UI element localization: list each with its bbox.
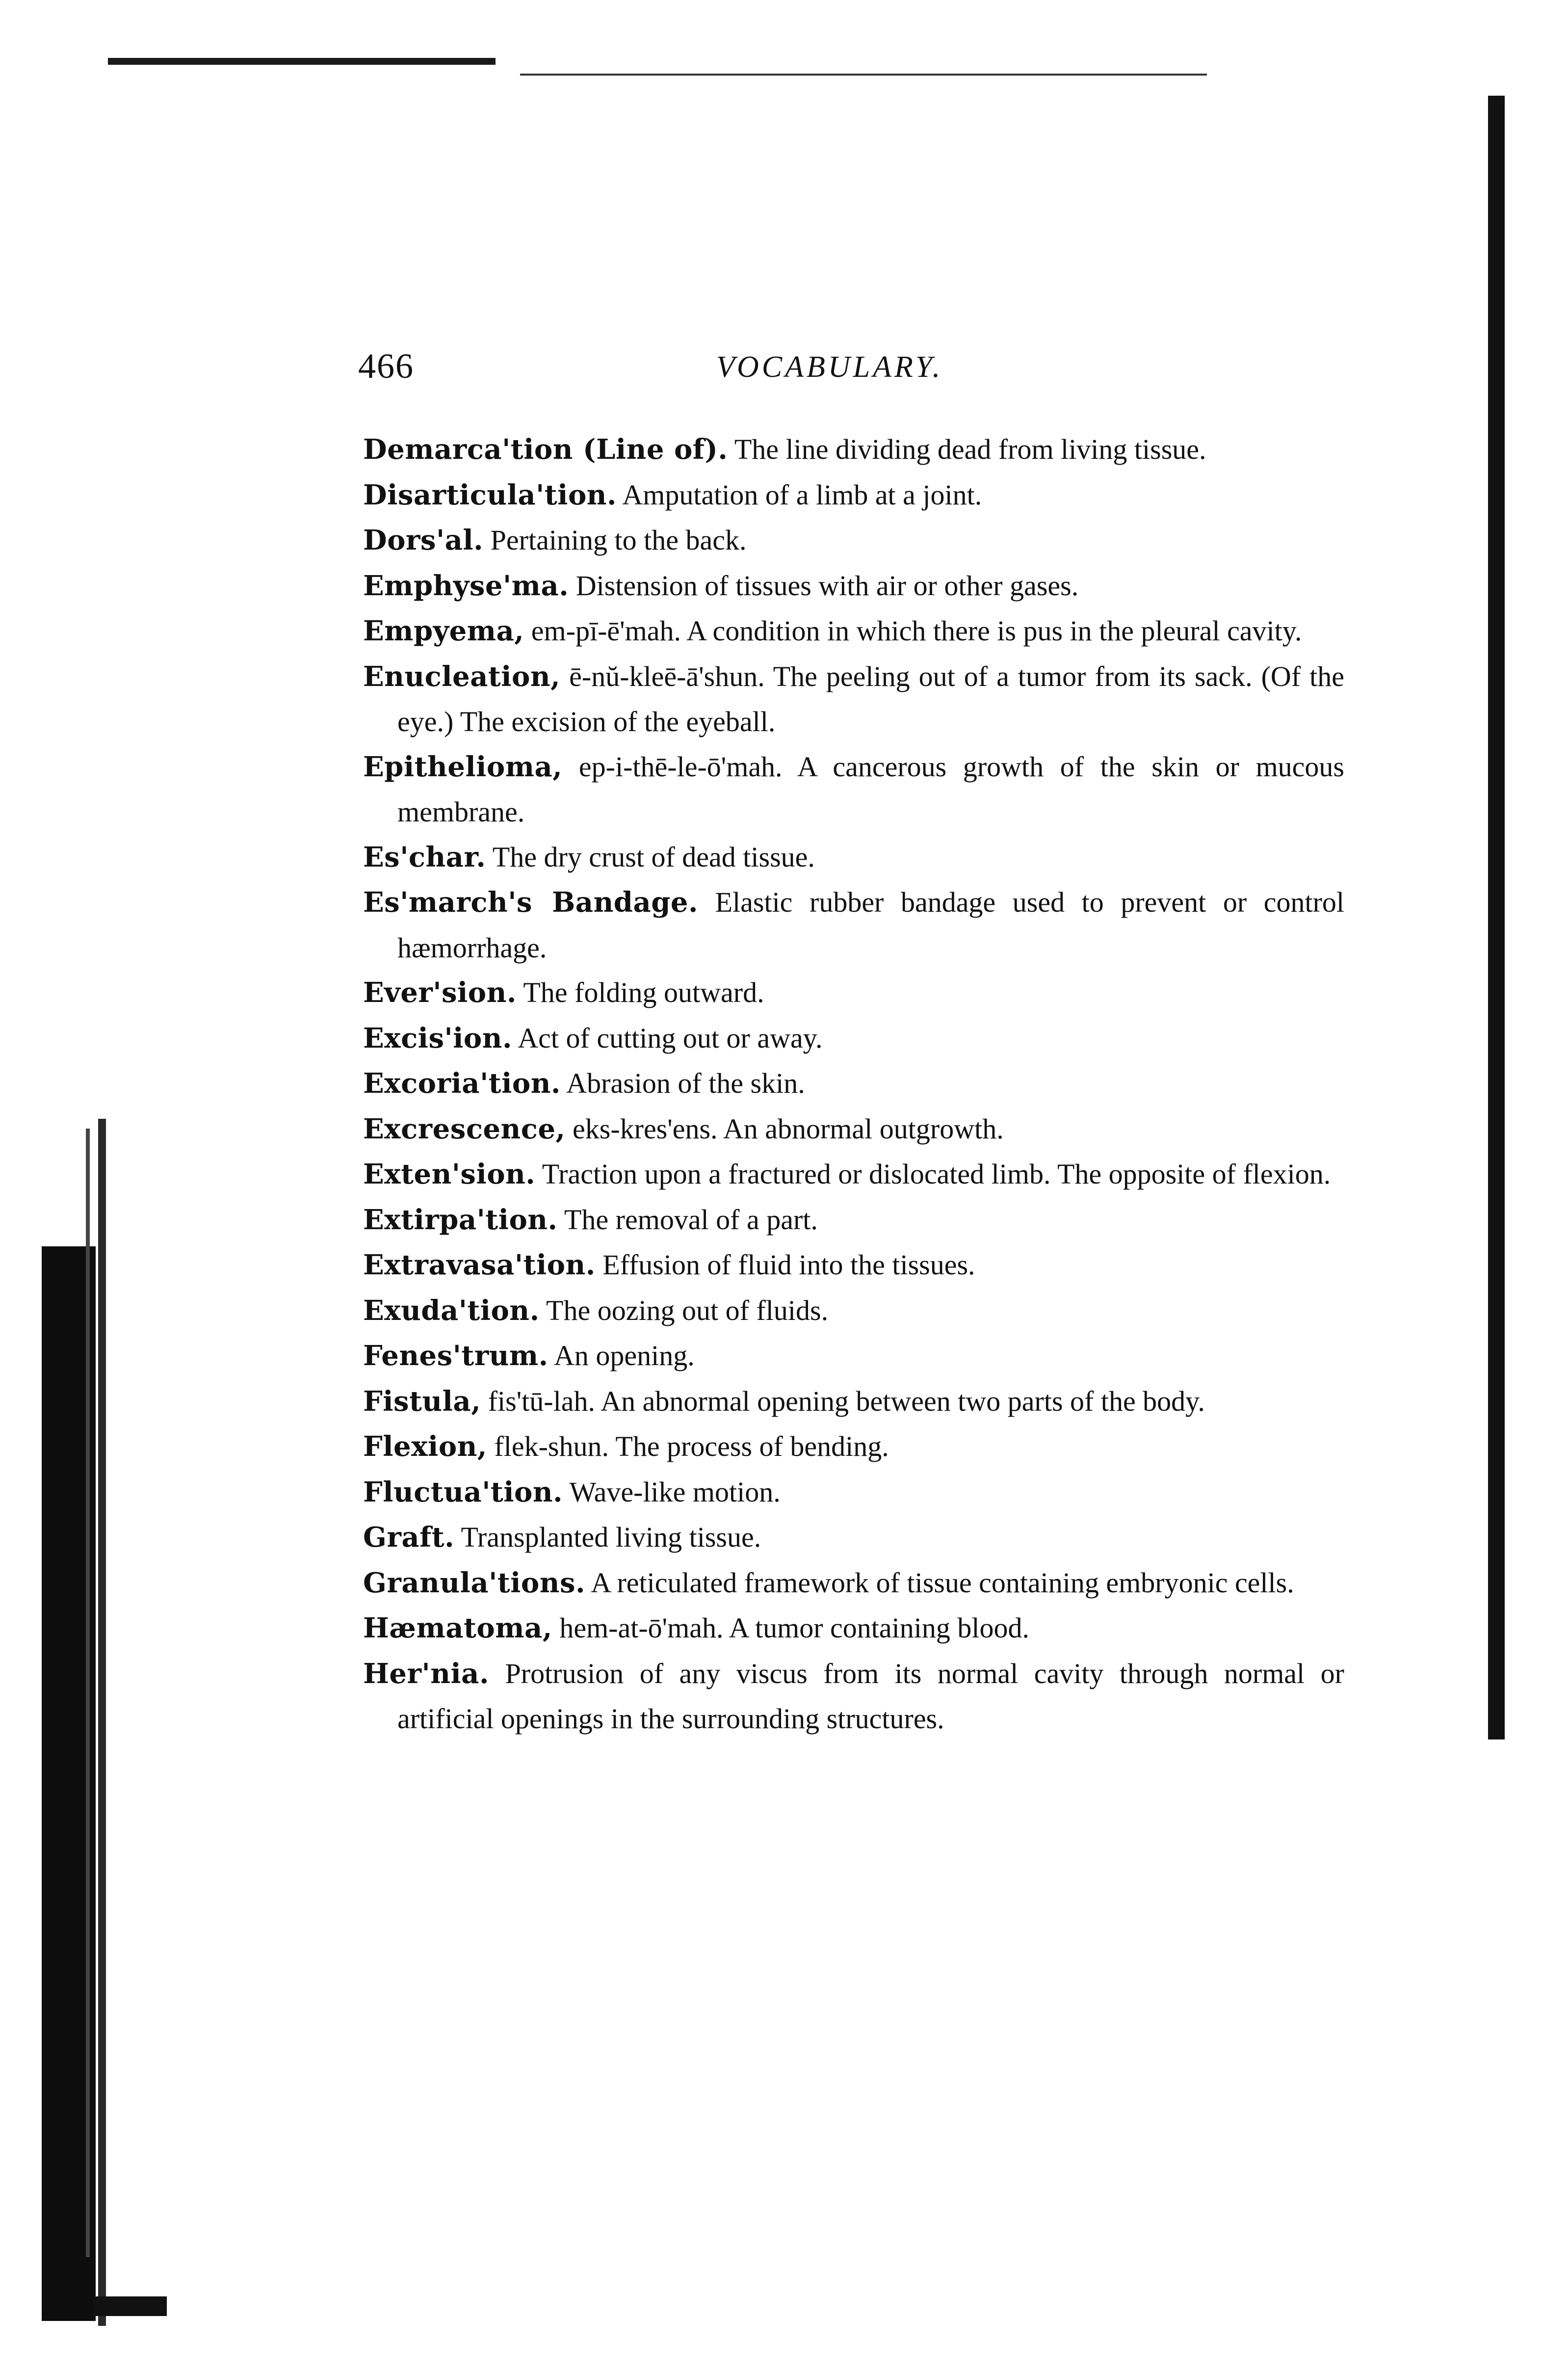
entry-pronunciation: ē-nŭ-kleē-ā'shun. <box>569 660 765 692</box>
entry-term: Extirpa'tion. <box>363 1203 558 1236</box>
entry-pronunciation: eks-kres'ens. <box>573 1112 718 1145</box>
vocabulary-entry <box>363 1333 1344 1379</box>
entry-term: Hæmatoma, <box>363 1612 552 1644</box>
entry-pronunciation: hem-at-ō'mah. <box>559 1612 724 1644</box>
entry-definition: An abnormal opening between two parts of the body. <box>601 1385 1205 1417</box>
vocabulary-entry <box>363 427 1344 473</box>
entry-term: Fenes'trum. <box>363 1340 549 1372</box>
vocabulary-entry <box>363 518 1344 563</box>
entry-definition: Wave-like motion. <box>569 1475 781 1508</box>
entry-term: Emphyse'ma. <box>363 569 569 602</box>
vocabulary-entry <box>363 1560 1344 1606</box>
entry-term: Granula'tions. <box>363 1566 585 1599</box>
running-head <box>358 346 1339 395</box>
vocabulary-entry <box>363 835 1344 880</box>
entry-term: Demarca'tion (Line of). <box>363 433 728 466</box>
vocabulary-entry <box>363 880 1344 970</box>
entry-term: Empyema, <box>363 615 524 647</box>
entry-term: Exten'sion. <box>363 1158 536 1190</box>
entry-term: Epithelioma, <box>363 750 563 783</box>
entry-definition: The peeling out of a tumor from its sack. (Of the eye.) The excision of the eyeball. <box>397 660 1345 738</box>
entry-definition: Abrasion of the skin. <box>566 1067 805 1099</box>
entry-definition: The dry crust of dead tissue. <box>492 841 815 873</box>
vocabulary-entry <box>363 1379 1344 1424</box>
vocabulary-entry <box>363 654 1344 744</box>
entry-definition: A cancerous growth of the skin or mucous membrane. <box>397 750 1344 828</box>
entry-definition: Transplanted living tissue. <box>461 1521 761 1553</box>
scan-edge-left-thin <box>86 1129 90 2257</box>
entry-term: Es'char. <box>363 841 486 873</box>
vocabulary-entry <box>363 1606 1344 1651</box>
scan-border-rule <box>108 58 496 65</box>
entry-term: Her'nia. <box>363 1657 489 1690</box>
vocabulary-entry <box>363 1106 1344 1152</box>
entry-pronunciation: em-pī-ē'mah. <box>531 615 681 647</box>
entry-term: Excis'ion. <box>363 1022 512 1054</box>
vocabulary-entry <box>363 1470 1344 1515</box>
page-number: 466 <box>358 346 414 386</box>
entry-term: Fluctua'tion. <box>363 1475 563 1508</box>
vocabulary-entry <box>363 473 1344 518</box>
section-title: VOCABULARY. <box>716 350 943 384</box>
vocabulary-entry <box>363 744 1344 835</box>
scan-bottom-mark <box>93 2296 167 2316</box>
vocabulary-entry <box>363 563 1344 609</box>
entry-definition: Protrusion of any viscus from its normal cavity through normal or artificial openings in the surrounding structures. <box>397 1657 1345 1735</box>
entry-definition: Amputation of a limb at a joint. <box>622 478 982 511</box>
entry-definition: Effusion of fluid into the tissues. <box>602 1249 975 1281</box>
entry-definition: Pertaining to the back. <box>490 524 747 556</box>
entry-definition: Elastic rubber bandage used to prevent or control hæmorrhage. <box>397 886 1345 964</box>
entry-term: Excoria'tion. <box>363 1067 561 1100</box>
entry-definition: Traction upon a fractured or dislocated limb. The opposite of flexion. <box>542 1158 1331 1190</box>
entry-term: Excrescence, <box>363 1112 566 1145</box>
entry-definition: A tumor containing blood. <box>729 1612 1029 1644</box>
entry-definition: Act of cutting out or away. <box>518 1022 823 1054</box>
entry-term: Dors'al. <box>363 524 484 556</box>
vocabulary-entry <box>363 1515 1344 1560</box>
entry-definition: The folding outward. <box>523 976 764 1008</box>
vocabulary-entry <box>363 1197 1344 1243</box>
vocabulary-entry <box>363 1242 1344 1288</box>
entry-pronunciation: ep-i-thē-le-ō'mah. <box>578 750 783 783</box>
entry-definition: An abnormal outgrowth. <box>723 1112 1004 1145</box>
vocabulary-entry <box>363 1424 1344 1470</box>
entry-definition: Distension of tissues with air or other gases. <box>575 569 1079 602</box>
entry-pronunciation: fis'tū-lah. <box>488 1385 595 1417</box>
vocabulary-entry <box>363 1061 1344 1106</box>
entry-definition: An opening. <box>554 1340 695 1371</box>
vocabulary-list <box>363 427 1344 1741</box>
scan-edge-left <box>98 1119 106 2326</box>
vocabulary-entry <box>363 608 1344 654</box>
vocabulary-entry <box>363 970 1344 1016</box>
entry-term: Fistula, <box>363 1385 481 1418</box>
vocabulary-entry <box>363 1288 1344 1334</box>
entry-definition: The process of bending. <box>615 1430 889 1462</box>
scan-border-rule-thin <box>520 74 1207 76</box>
scan-shadow-right <box>1488 96 1505 1739</box>
entry-term: Disarticula'tion. <box>363 478 617 511</box>
entry-definition: A reticulated framework of tissue containing embryonic cells. <box>591 1566 1294 1599</box>
entry-definition: The oozing out of fluids. <box>546 1294 829 1326</box>
entry-definition: The removal of a part. <box>564 1203 818 1236</box>
vocabulary-entry <box>363 1651 1344 1741</box>
entry-definition: A condition in which there is pus in the pleural cavity. <box>686 615 1302 647</box>
entry-definition: The line dividing dead from living tissue. <box>734 433 1206 465</box>
entry-term: Extravasa'tion. <box>363 1249 596 1281</box>
entry-term: Exuda'tion. <box>363 1294 540 1327</box>
entry-term: Flexion, <box>363 1430 487 1463</box>
entry-term: Ever'sion. <box>363 976 517 1009</box>
entry-term: Graft. <box>363 1521 455 1554</box>
entry-term: Enucleation, <box>363 660 561 693</box>
vocabulary-entry <box>363 1152 1344 1197</box>
entry-term: Es'march's Bandage. <box>363 886 699 919</box>
vocabulary-entry <box>363 1016 1344 1061</box>
entry-pronunciation: flek-shun. <box>494 1430 609 1462</box>
